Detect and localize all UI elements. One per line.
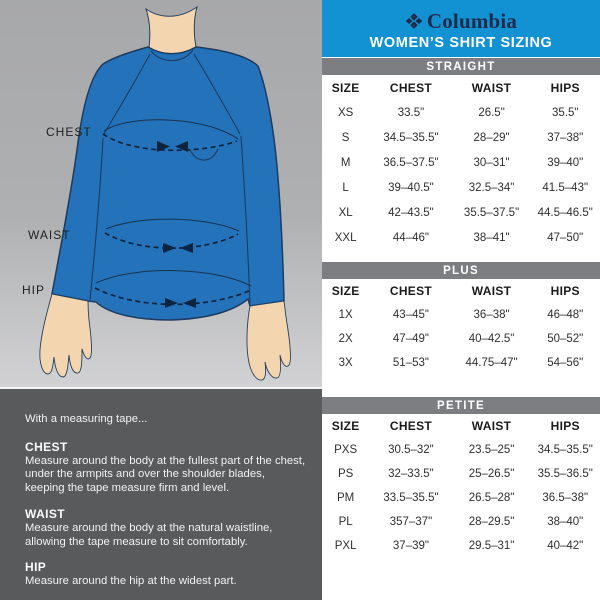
table-row [322,175,600,200]
size-cell: M [340,156,351,169]
measurement-cell: 42–43.5" [388,206,434,219]
measurement-cell: 36.5–38" [542,492,589,504]
measurement-cell: 26.5" [478,106,505,119]
size-cell: 3X [338,357,353,369]
size-cell: 1X [338,309,353,321]
measurement-cell: 44.5–46.5" [537,206,593,219]
table-section-title [322,397,600,414]
measurement-cell: 38–41" [473,231,510,244]
column-header: SIZE [331,419,360,433]
measurement-cell: 29.5–31" [468,540,515,552]
measurement-cell: 26.5–28" [468,492,515,504]
table-row [322,510,600,534]
measurement-cell: 37–39" [392,540,429,552]
table-row [322,351,600,375]
measurement-cell: 46–48" [547,309,584,321]
size-cell: PM [337,492,355,504]
column-header: HIPS [550,419,580,433]
column-header: HIPS [550,284,580,298]
measurement-cell: 51–53" [392,357,429,369]
measurement-cell: 54–56" [547,357,584,369]
size-table [322,414,600,558]
column-header: CHEST [389,419,433,433]
instruction-heading-waist: WAIST [25,506,65,521]
table-row [322,100,600,125]
measurement-cell: 35.5–36.5" [537,468,593,480]
size-cell: PXS [334,444,358,456]
size-table [322,279,600,375]
page-title: WOMEN’S SHIRT SIZING [369,34,553,51]
measurement-cell: 37–38" [547,131,584,144]
table-header-row [322,279,600,303]
size-guide-figure [0,0,322,387]
measurement-cell: 32–33.5" [388,468,434,480]
measurement-cell: 44.75–47" [465,357,518,369]
size-cell: PS [337,468,354,480]
table-row [322,225,600,250]
instruction-body-waist: Measure around the body at the natural waistline, allowing the tape measure to sit comfortably. [25,521,273,548]
measurement-cell: 39–40" [547,156,584,169]
shirt-illustration [0,0,322,387]
measurement-cell: 33.5–35.5" [383,492,439,504]
columbia-logo-icon [405,12,423,30]
column-header: WAIST [471,284,512,298]
measurement-cell: 23.5–25" [468,444,515,456]
table-title-label: PLUS [443,264,479,277]
brand-header [322,0,600,57]
measurement-cell: 47–49" [392,333,429,345]
instructions-intro: With a measuring tape... [25,413,148,425]
measurement-cell: 30.5–32" [388,444,434,456]
table-header-row [322,414,600,438]
measurement-cell: 28–29" [473,131,510,144]
figure-label-waist: WAIST [28,228,71,242]
table-row [322,150,600,175]
size-cell: XL [338,206,353,219]
column-header: WAIST [471,419,512,433]
measurement-cell: 34.5–35.5" [383,131,439,144]
measurement-cell: 357–37" [389,516,433,528]
measurement-cell: 43–45" [392,309,429,321]
table-row [322,462,600,486]
figure-label-hip: HIP [22,283,46,297]
size-cell: XS [337,106,354,119]
column-header: SIZE [331,284,360,298]
size-table-petite [322,397,600,558]
table-row [322,327,600,351]
measurement-cell: 33.5" [397,106,425,119]
table-row [322,486,600,510]
measurement-cell: 38–40" [547,516,584,528]
measurement-cell: 35.5" [551,106,579,119]
measurement-cell: 40–42.5" [468,333,515,345]
instruction-heading-chest: CHEST [25,439,68,454]
measuring-instructions [0,387,322,600]
size-cell: 2X [338,333,353,345]
size-cell: L [342,181,349,194]
instruction-body-hip: Measure around the hip at the widest part. [25,575,237,588]
size-cell: PL [338,516,353,528]
table-row [322,125,600,150]
measurement-cell: 35.5–37.5" [463,206,520,219]
column-header: CHEST [389,80,433,95]
instruction-heading-hip: HIP [25,560,47,575]
table-section-title [322,262,600,279]
table-row [322,438,600,462]
measurement-cell: 44–46" [392,231,429,244]
measurement-cell: 30–31" [473,156,510,169]
measurement-cell: 36–38" [473,309,510,321]
table-title-label: PETITE [436,399,486,412]
size-cell: XXL [334,231,357,244]
measurement-cell: 28–29.5" [468,516,515,528]
size-table-straight [322,58,600,250]
size-cell: PXL [334,540,357,552]
measurement-cell: 36.5–37.5" [383,156,439,169]
table-row [322,534,600,558]
table-row [322,303,600,327]
measurement-cell: 25–26.5" [468,468,515,480]
column-header: WAIST [471,80,512,95]
table-title-label: STRAIGHT [426,60,496,73]
figure-label-chest: CHEST [46,125,92,139]
measurement-cell: 41.5–43" [542,181,589,194]
measurement-cell: 47–50" [547,231,584,244]
table-section-title [322,58,600,75]
brand-wordmark: Columbia [426,8,518,33]
right-column [322,0,600,600]
size-cell: S [341,131,350,144]
measurement-cell: 39–40.5" [388,181,434,194]
brand-row [405,9,517,34]
measurement-cell: 50–52" [547,333,584,345]
table-header-row [322,75,600,100]
instruction-body-chest: Measure around the body at the fullest part of the chest, under the armpits and over the shoulder blades, keeping the tape measure firm and level. [25,454,306,495]
column-header: HIPS [550,80,580,95]
measurement-cell: 32.5–34" [468,181,515,194]
measurement-cell: 40–42" [547,540,584,552]
column-header: CHEST [389,284,433,298]
measurement-cell: 34.5–35.5" [537,444,593,456]
table-row [322,200,600,225]
size-table [322,75,600,250]
size-table-plus [322,262,600,375]
column-header: SIZE [331,80,360,95]
